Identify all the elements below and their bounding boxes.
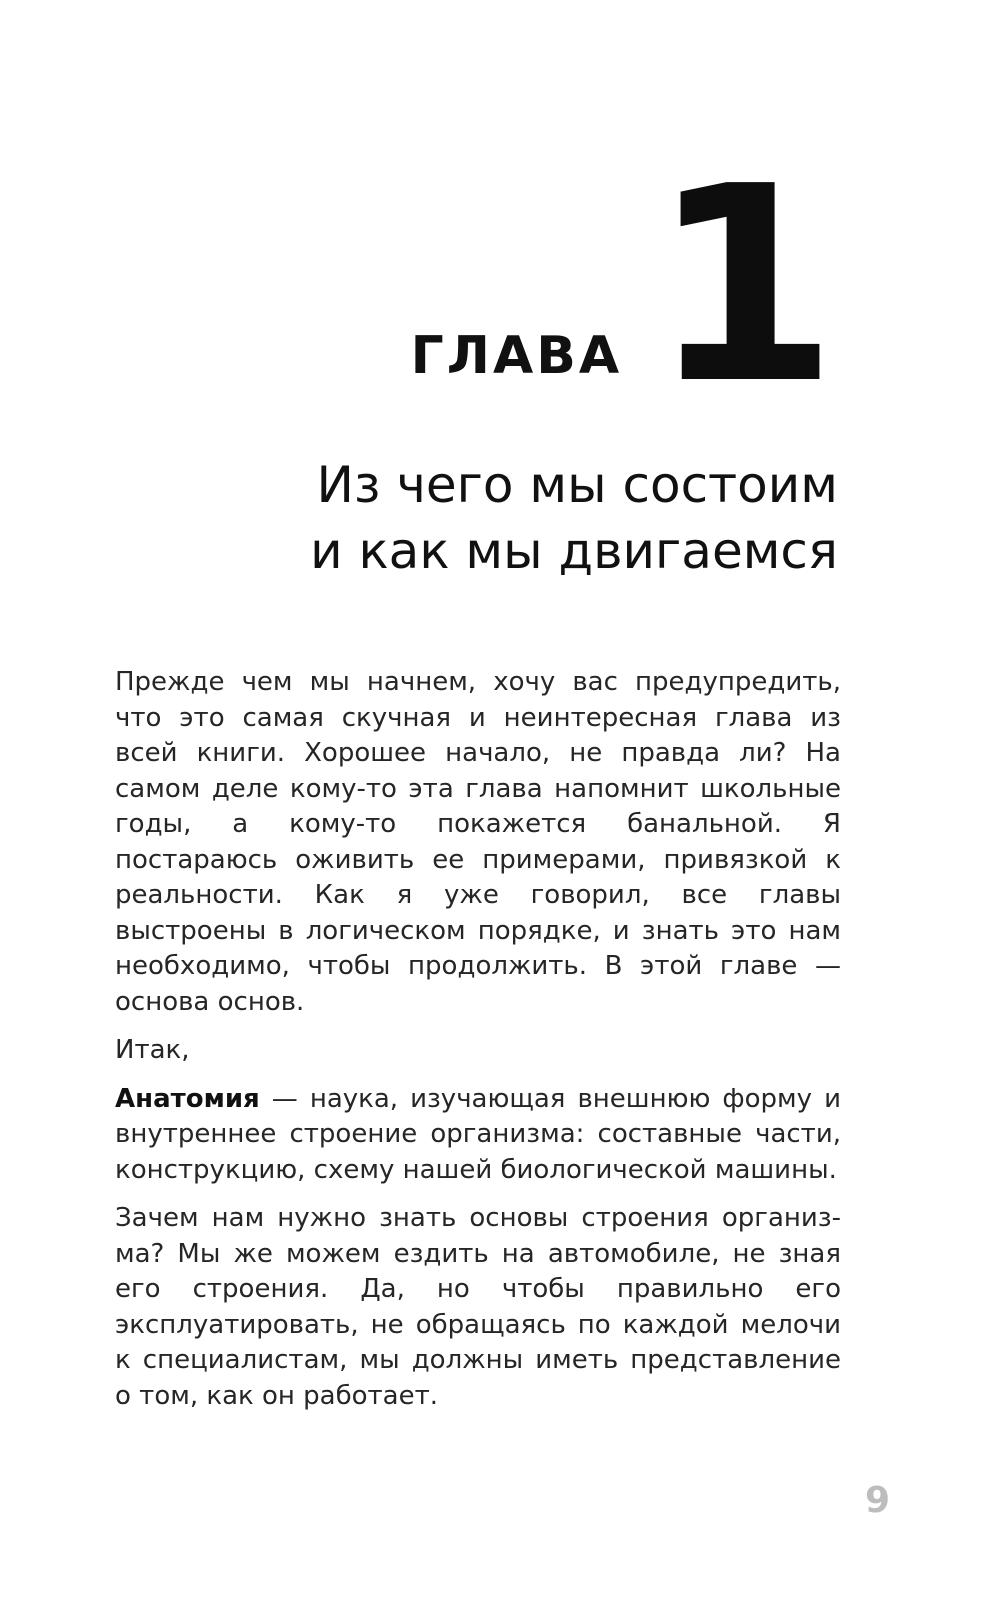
paragraph-itak: Итак, <box>115 1035 190 1065</box>
anatomy-definition: — наука, изучающая внешнюю форму и внутреннее строение организма: составные части, конструкцию, схему нашей биологической машины. <box>115 1083 841 1185</box>
page-number: 9 <box>864 1480 890 1521</box>
chapter-number: 1 <box>650 128 832 444</box>
paragraph-intro: Прежде чем мы начнем, хочу вас предупредить, что это самая скучная и неинтересная глава из всей книги. Хорошее начало, не правда ли? На самом деле кому-то эта глава напомнит школьные годы, а кому-то покажется банальной. Я постараюсь оживить ее примерами, привязкой к реальности. Как я уже говорил, все главы выстроены в логическом порядке, и знать это нам необходимо, чтобы продолжить. В этой главе — основа основ. <box>115 667 841 1017</box>
anatomy-term: Анатомия <box>115 1083 260 1114</box>
paragraph-anatomy <box>115 1082 841 1189</box>
chapter-title-line-2: и как мы двигаемся <box>310 522 838 580</box>
chapter-title <box>310 452 838 584</box>
chapter-label: ГЛАВА <box>410 326 623 386</box>
chapter-heading <box>410 128 832 444</box>
body-text <box>115 665 841 1427</box>
chapter-title-line-1: Из чего мы состоим <box>316 456 838 514</box>
paragraph-why: Зачем нам нужно знать основы строения организма? Мы же можем ездить на автомобиле, не зная его строения. Да, но чтобы правильно его эксплуатировать, не обращаясь по каждой мелочи к специалистам, мы должны иметь представление о том, как он работает. <box>115 1203 841 1411</box>
